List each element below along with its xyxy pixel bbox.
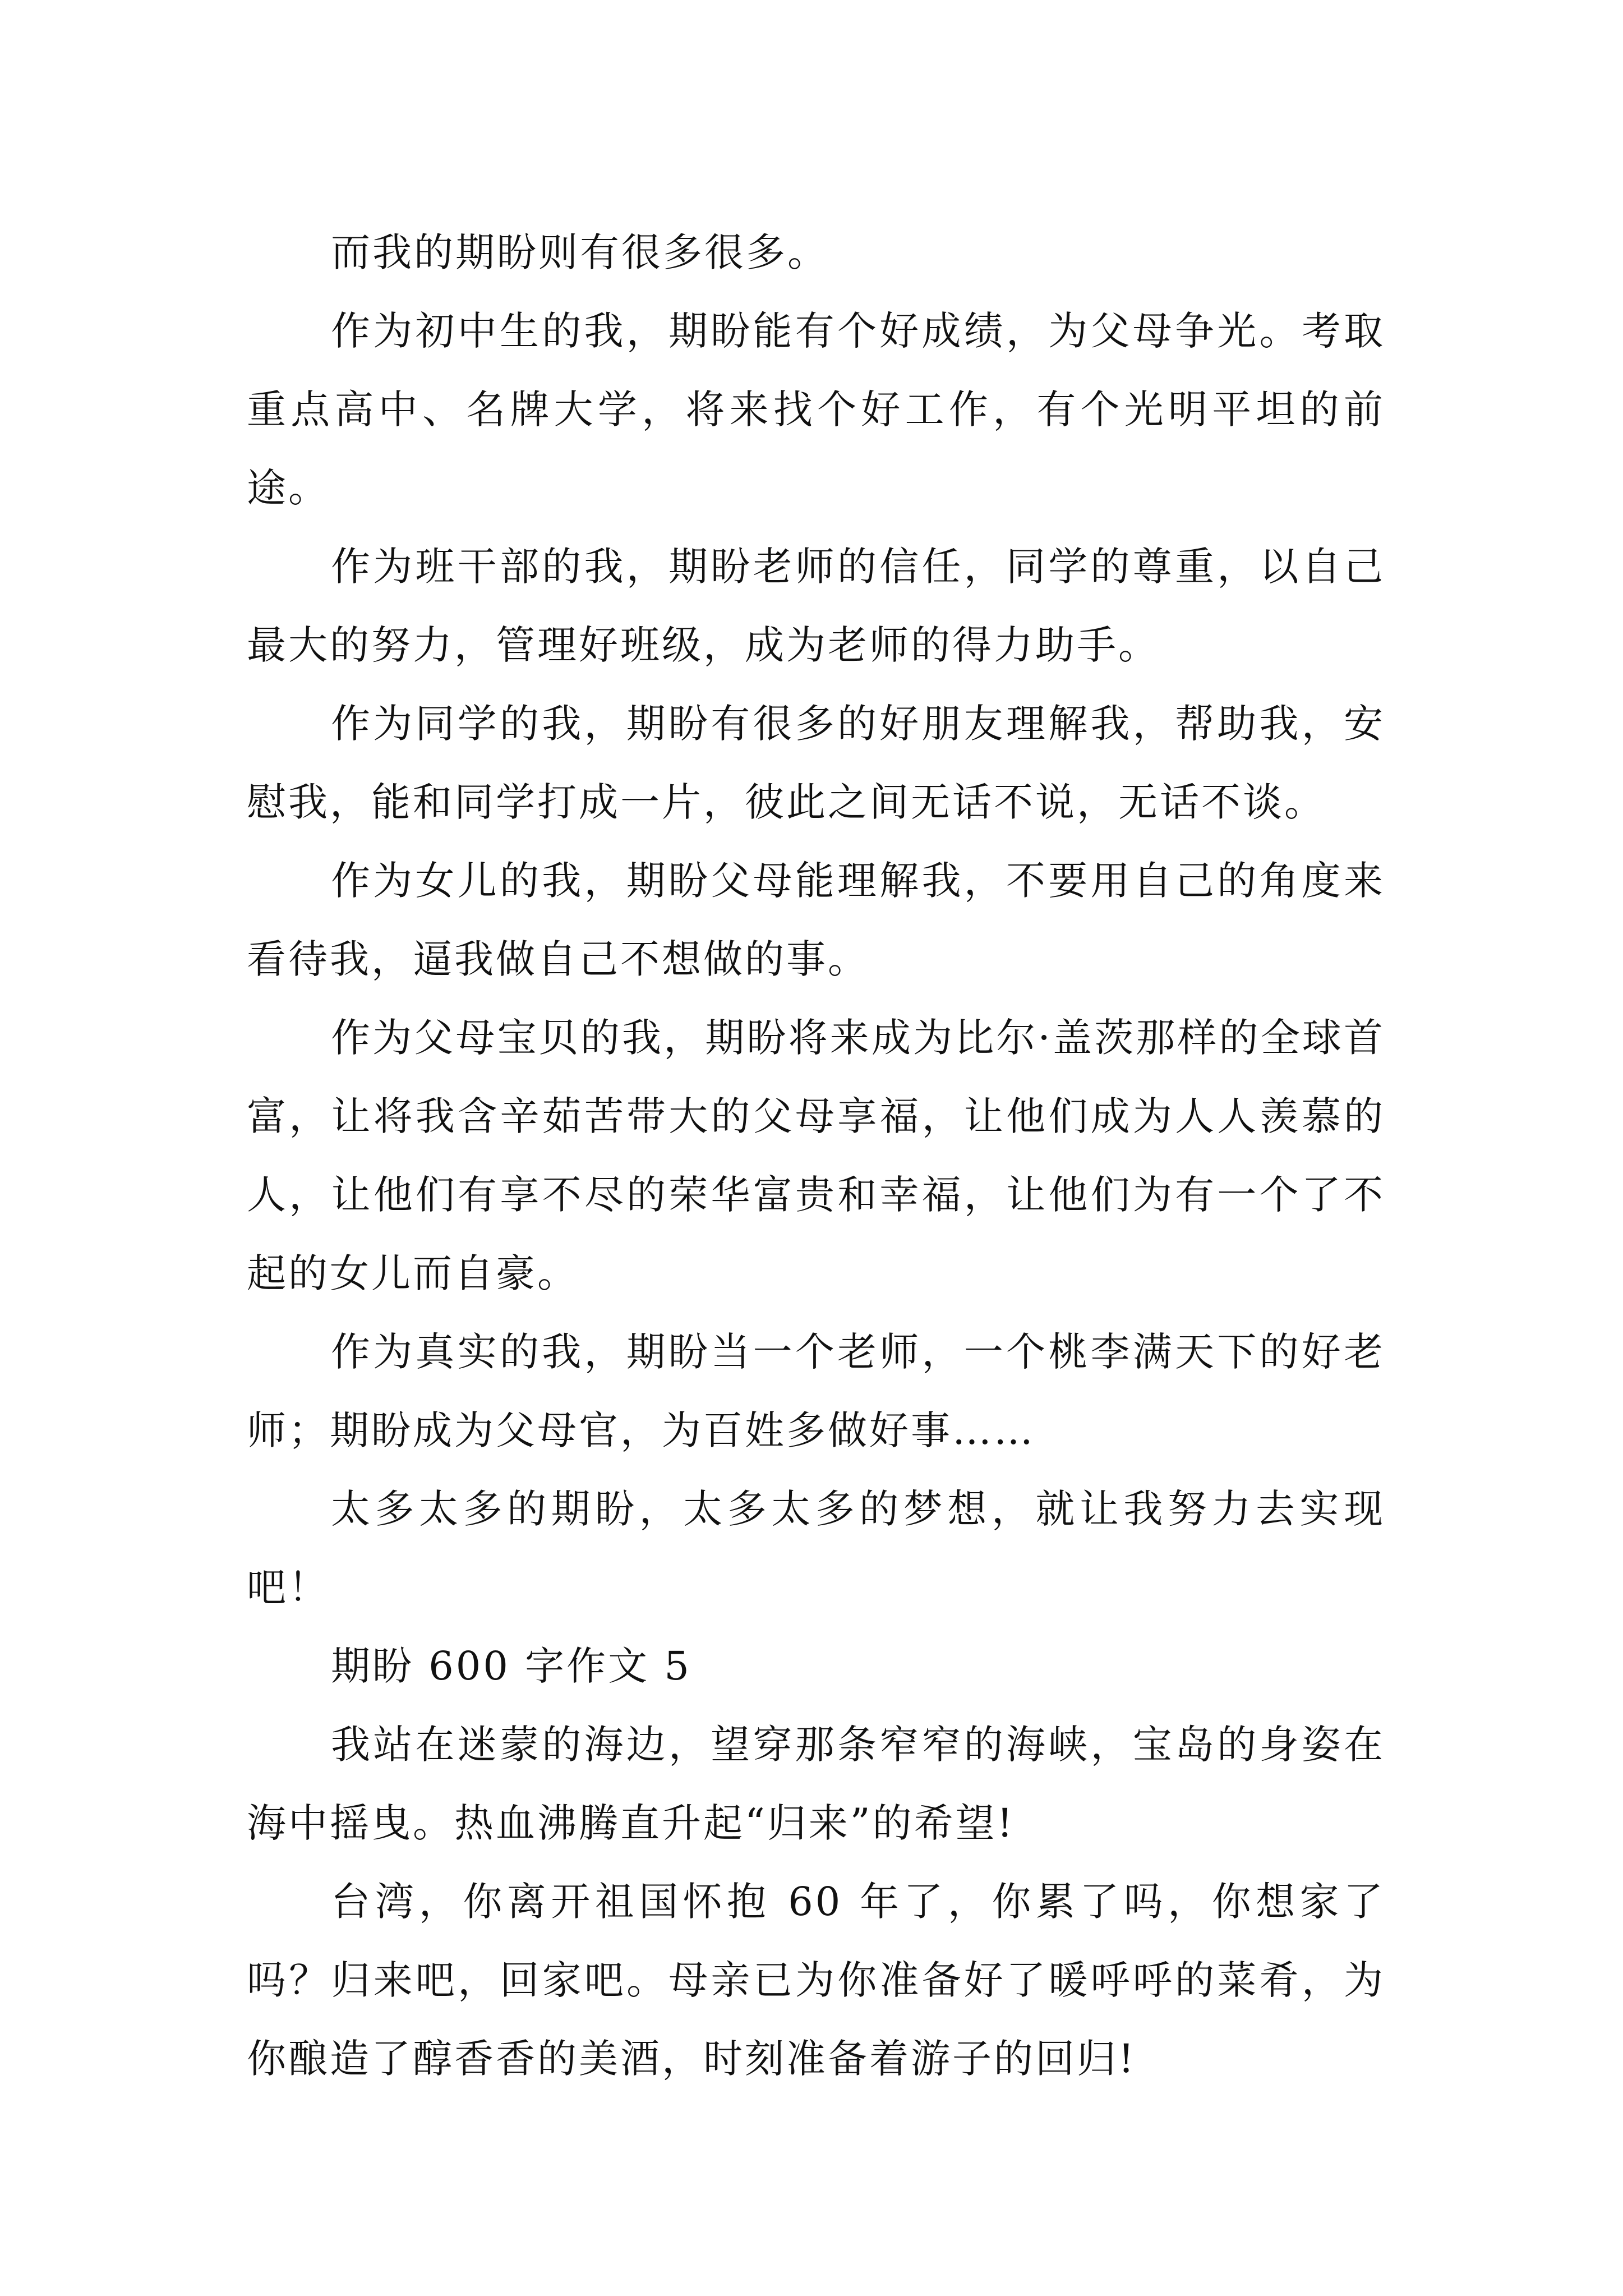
paragraph: 作为真实的我，期盼当一个老师，一个桃李满天下的好老师；期盼成为父母官，为百姓多做好事…… xyxy=(247,1329,1385,1453)
paragraph: 作为同学的我，期盼有很多的好朋友理解我，帮助我，安慰我，能和同学打成一片，彼此之间无话不说，无话不谈。 xyxy=(247,701,1385,825)
paragraph: 我站在迷蒙的海边，望穿那条窄窄的海峡，宝岛的身姿在海中摇曳。热血沸腾直升起“归来”的希望! xyxy=(247,1722,1385,1846)
section-heading: 期盼 600 字作文 5 xyxy=(331,1643,691,1689)
paragraph: 作为初中生的我，期盼能有个好成绩，为父母争光。考取重点高中、名牌大学，将来找个好工作，有个光明平坦的前途。 xyxy=(247,308,1385,511)
paragraph: 作为女儿的我，期盼父母能理解我，不要用自己的角度来看待我，逼我做自己不想做的事。 xyxy=(247,858,1385,982)
paragraph: 台湾，你离开祖国怀抱 60 年了，你累了吗，你想家了吗？归来吧，回家吧。母亲已为你准备好了暖呼呼的菜肴，为你酿造了醇香香的美酒，时刻准备着游子的回归! xyxy=(247,1879,1385,2082)
paragraph: 太多太多的期盼，太多太多的梦想，就让我努力去实现吧！ xyxy=(247,1486,1385,1611)
document-body xyxy=(247,213,1385,2098)
paragraph: 而我的期盼则有很多很多。 xyxy=(331,229,829,275)
paragraph: 作为父母宝贝的我，期盼将来成为比尔·盖茨那样的全球首富，让将我含辛茹苦带大的父母享福，让他们成为人人羡慕的人，让他们有享不尽的荣华富贵和幸福，让他们为有一个了不起的女儿而自豪。 xyxy=(247,1015,1385,1296)
paragraph: 作为班干部的我，期盼老师的信任，同学的尊重，以自己最大的努力，管理好班级，成为老师的得力助手。 xyxy=(247,544,1385,668)
